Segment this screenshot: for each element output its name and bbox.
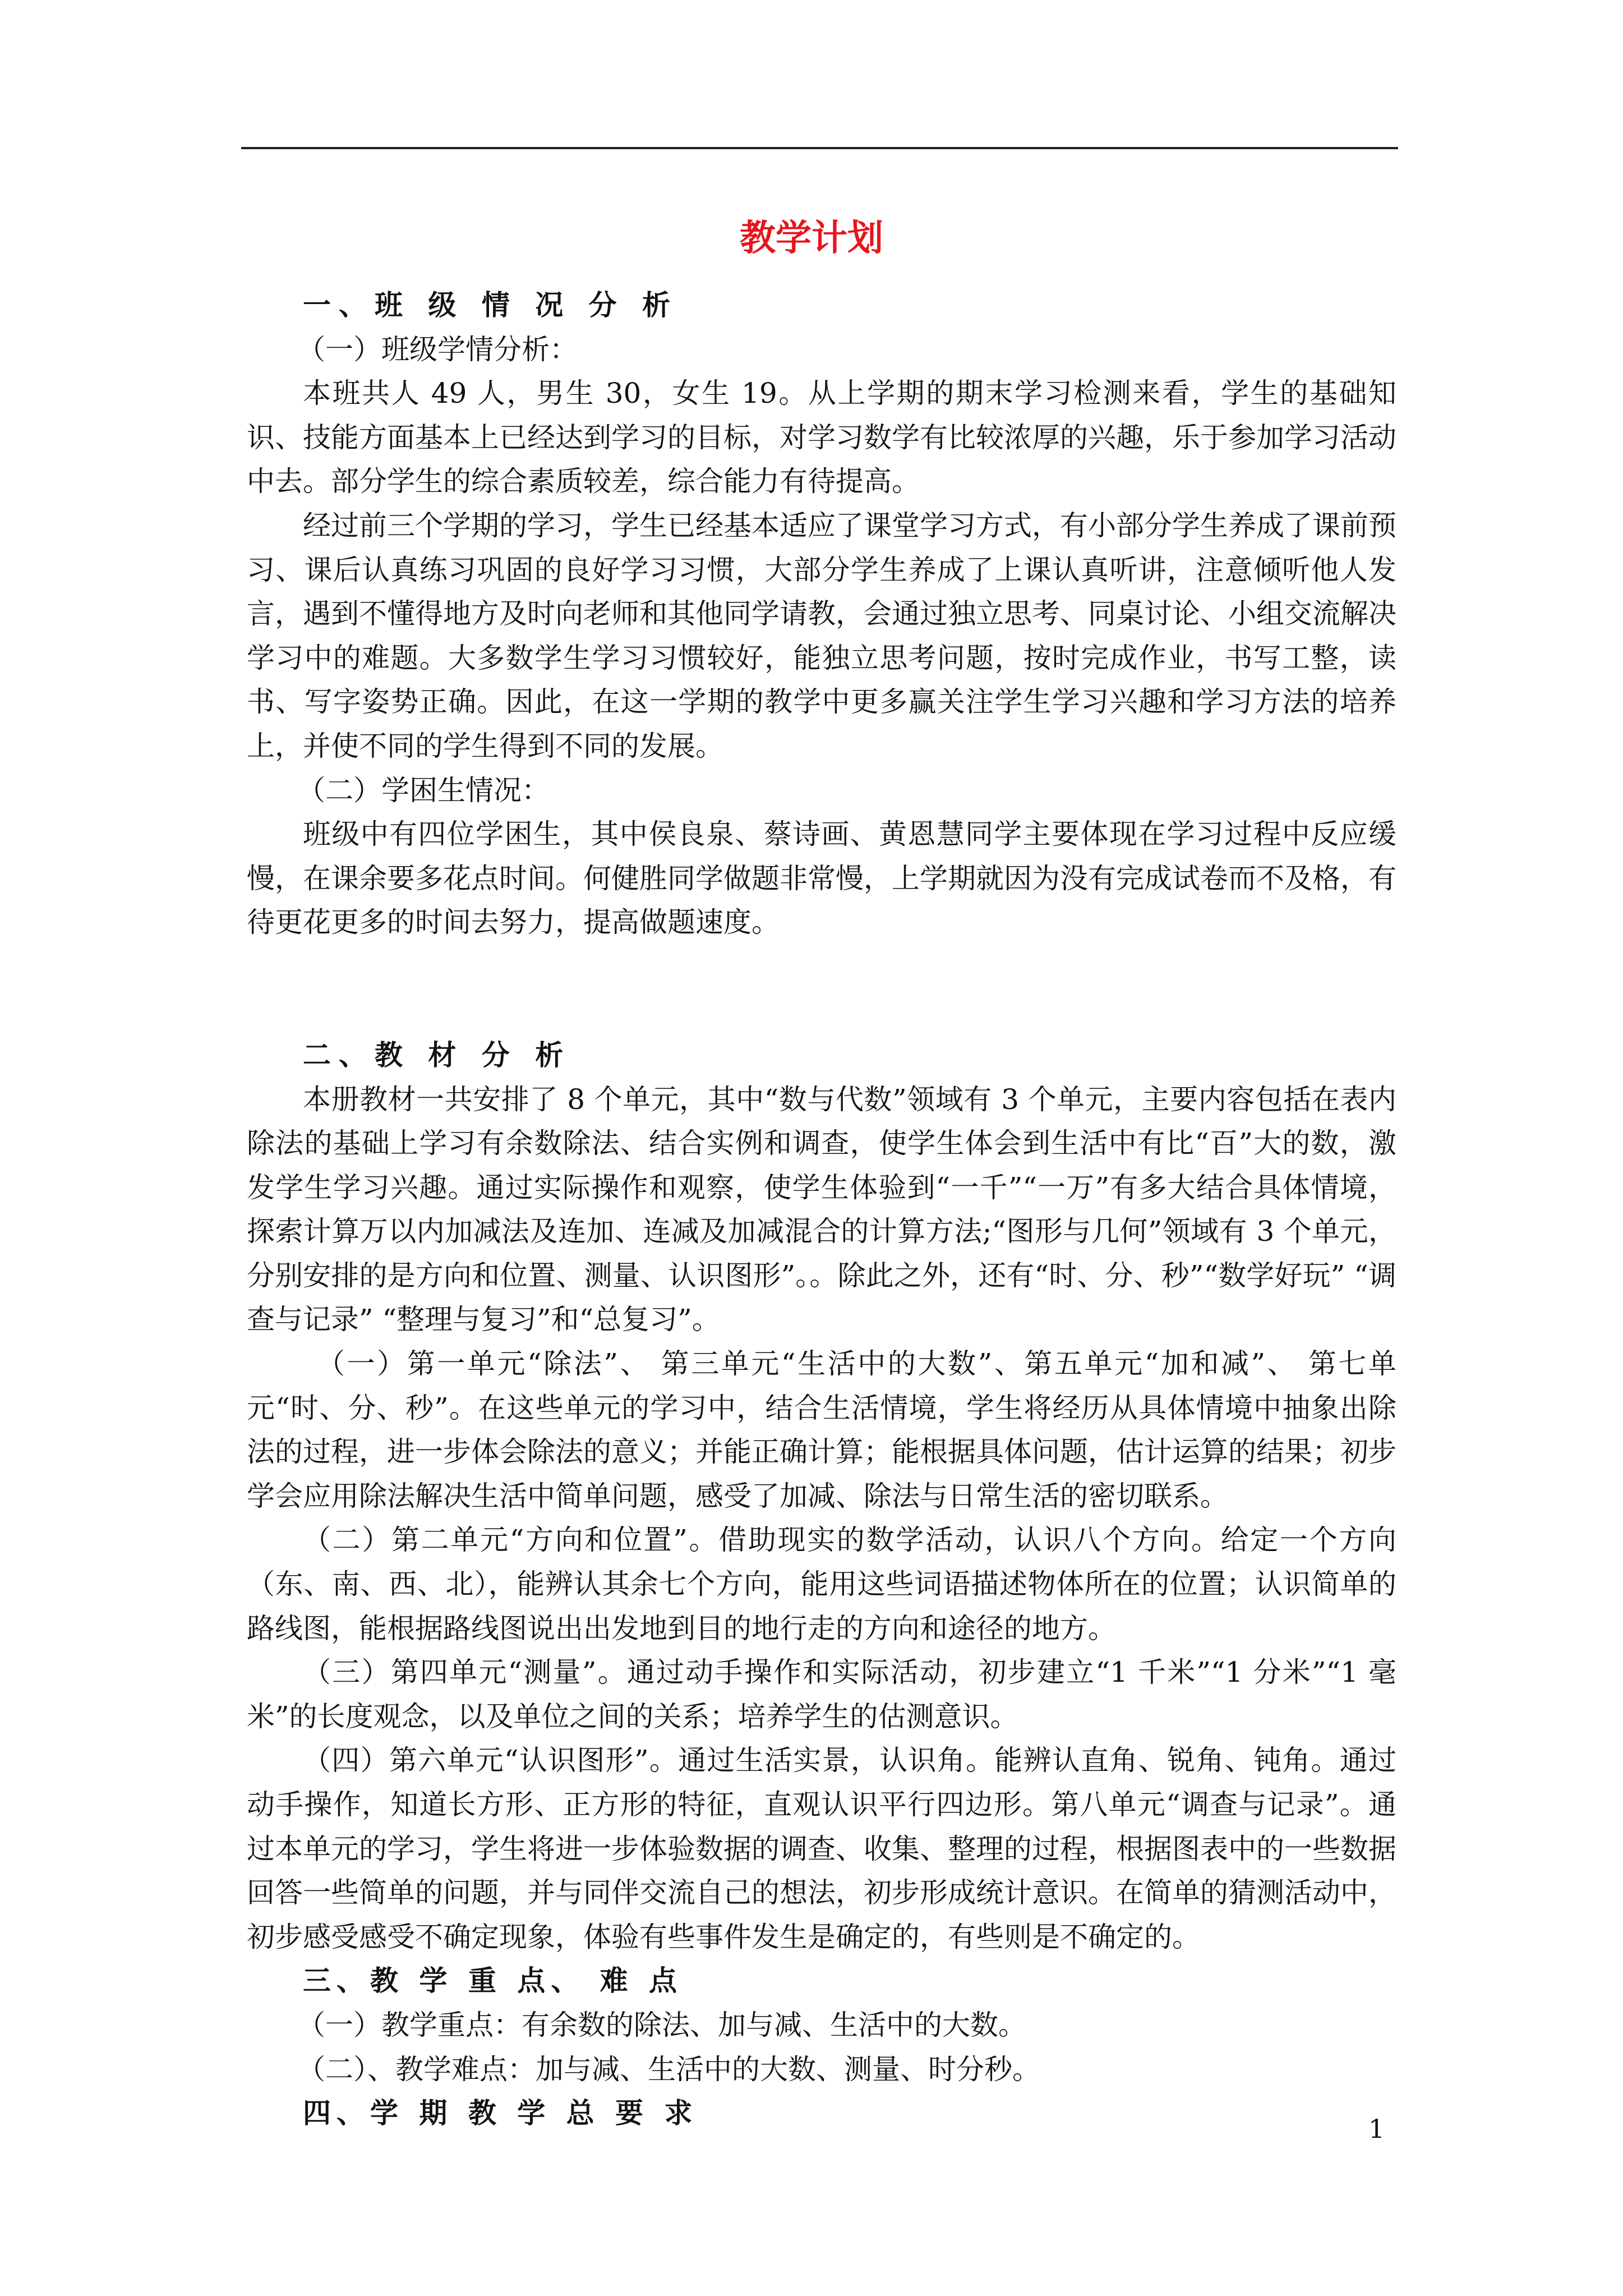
subheading-class-learning: （一）班级学情分析： — [297, 333, 578, 366]
section-heading-textbook-analysis: 二、教 材 分 析 — [303, 1038, 571, 1071]
header-rule — [241, 147, 1398, 149]
section-heading-term-requirements: 四、学 期 教 学 总 要 求 — [303, 2097, 698, 2130]
paragraph-struggling-students: 班级中有四位学困生，其中侯良泉、蔡诗画、黄恩慧同学主要体现在学习过程中反应缓慢，在课余要多花点时间。何健胜同学做题非常慢，上学期就因为没有完成试卷而不及格，有待更花更多的时间去努力，提高做题速度。 — [247, 818, 1396, 939]
paragraph-key-points: （一）教学重点：有余数的除法、加与减、生活中的大数。 — [297, 2008, 1026, 2041]
document-body — [247, 283, 1396, 2136]
page-number: 1 — [1368, 2114, 1385, 2144]
paragraph-unit-direction: （二）第二单元“方向和位置”。借助现实的数学活动，认识八个方向。给定一个方向（东、南、西、北），能辨认其余七个方向，能用这些词语描述物体所在的位置；认识简单的路线图，能根据路线图说出出发地到目的地行走的方向和途径的地方。 — [247, 1524, 1396, 1645]
paragraph-unit-measurement: （三）第四单元“测量”。通过动手操作和实际活动，初步建立“1 千米”“1 分米”“1 毫米”的长度观念，以及单位之间的关系；培养学生的估测意识。 — [247, 1656, 1396, 1733]
document-title: 教学计划 — [740, 218, 883, 259]
paragraph-learning-habits: 经过前三个学期的学习，学生已经基本适应了课堂学习方式，有小部分学生养成了课前预习、课后认真练习巩固的良好学习习惯，大部分学生养成了上课认真听讲，注意倾听他人发言，遇到不懂得地方及时向老师和其他同学请教，会通过独立思考、同桌讨论、小组交流解决学习中的难题。大多数学生学习习惯较好，能独立思考问题，按时完成作业，书写工整，读书、写字姿势正确。因此，在这一学期的教学中更多赢关注学生学习兴趣和学习方法的培养上，并使不同的学生得到不同的发展。 — [247, 509, 1396, 762]
section-heading-key-points: 三、教 学 重 点、 难 点 — [303, 1964, 683, 1998]
paragraph-textbook-overview: 本册教材一共安排了 8 个单元，其中“数与代数”领域有 3 个单元，主要内容包括在表内除法的基础上学习有余数除法、结合实例和调查，使学生体会到生活中有比“百”大的数，激发学生学习兴趣。通过实际操作和观察，使学生体验到“一千”“一万”有多大结合具体情境，探索计算万以内加减法及连加、连减及加减混合的计算方法;“图形与几何”领域有 3 个单元，分别安排的是方向和位置、测量、认识图形”。。除此之外，还有“时、分、秒”“数学好玩” “调查与记录” “整理与复习”和“总复习”。 — [247, 1083, 1396, 1336]
paragraph-class-overview: 本班共人 49 人，男生 30，女生 19。从上学期的期末学习检测来看，学生的基础知识、技能方面基本上已经达到学习的目标，对学习数学有比较浓厚的兴趣，乐于参加学习活动中去。部分学生的综合素质较差，综合能力有待提高。 — [247, 377, 1396, 498]
subheading-struggling-students: （二）学困生情况： — [297, 774, 550, 807]
paragraph-difficult-points: （二）、教学难点：加与减、生活中的大数、测量、时分秒。 — [297, 2053, 1040, 2086]
paragraph-unit-shapes: （四）第六单元“认识图形”。通过生活实景，认识角。能辨认直角、锐角、钝角。通过动手操作，知道长方形、正方形的特征，直观认识平行四边形。第八单元“调查与记录”。通过本单元的学习，学生将进一步体验数据的调查、收集、整理的过程，根据图表中的一些数据回答一些简单的问题，并与同伴交流自己的想法，初步形成统计意识。在简单的猜测活动中，初步感受感受不确定现象，体验有些事件发生是确定的，有些则是不确定的。 — [247, 1744, 1396, 1953]
paragraph-units-division: （一）第一单元“除法”、 第三单元“生活中的大数”、第五单元“加和减”、 第七单元“时、分、秒”。在这些单元的学习中，结合生活情境，学生将经历从具体情境中抽象出除法的过程，进一步体会除法的意义；并能正确计算；能根据具体问题，估计运算的结果；初步学会应用除法解决生活中简单问题，感受了加减、除法与日常生活的密切联系。 — [247, 1347, 1396, 1512]
section-heading-class-analysis: 一、班 级 情 况 分 析 — [303, 289, 679, 321]
section-spacer — [247, 945, 1396, 1033]
